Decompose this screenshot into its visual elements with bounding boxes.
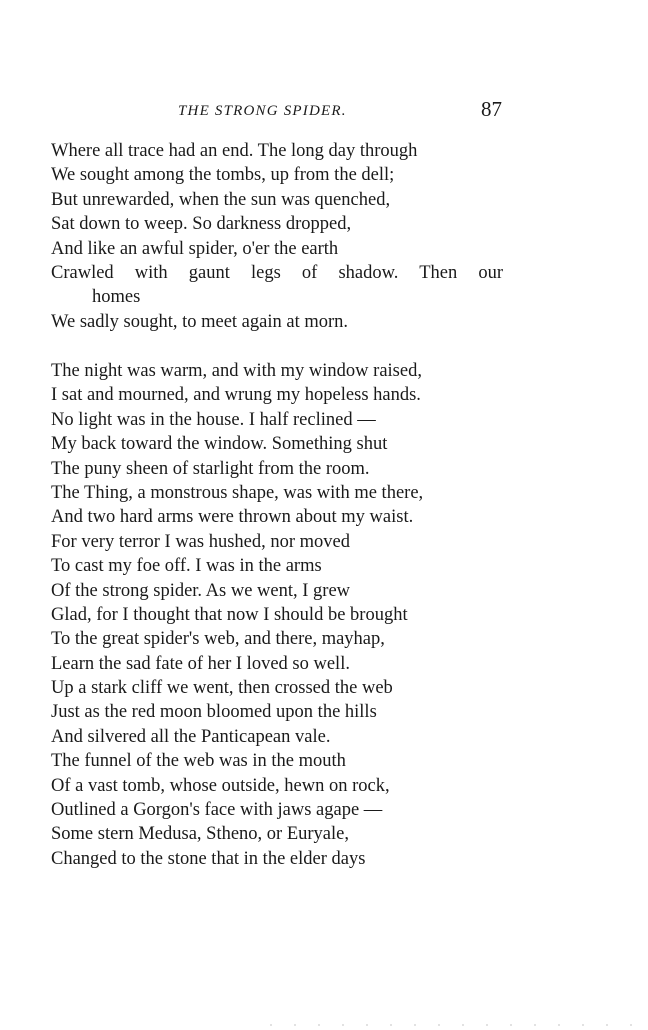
poem-line: Some stern Medusa, Stheno, or Euryale,: [51, 824, 349, 845]
poem-line: Up a stark cliff we went, then crossed the web: [51, 678, 393, 699]
stanza-1: [51, 139, 611, 334]
poem-line: We sadly sought, to meet again at morn.: [51, 311, 349, 332]
poem-line: But unrewarded, when the sun was quenched,: [51, 189, 391, 210]
poem-line: The night was warm, and with my window raised,: [51, 361, 422, 381]
poem-line: Just as the red moon bloomed upon the hills: [51, 702, 377, 723]
poem-line: The funnel of the web was in the mouth: [51, 751, 346, 772]
poem-line: Outlined a Gorgon's face with jaws agape —: [51, 800, 383, 821]
poem-line: Crawled with gaunt legs of shadow. Then our: [51, 262, 503, 283]
poem-line: My back toward the window. Something shut: [51, 434, 388, 455]
poem-line-continuation: homes: [92, 287, 141, 308]
scan-speckle: [270, 1024, 640, 1026]
poem-line: No light was in the house. I half reclined —: [51, 409, 376, 430]
poem-line: And two hard arms were thrown about my waist.: [51, 507, 414, 528]
poem-line: Where all trace had an end. The long day through: [51, 141, 418, 161]
poem-line: Changed to the stone that in the elder days: [51, 848, 366, 869]
poem-line: Sat down to weep. So darkness dropped,: [51, 214, 352, 235]
running-title: THE STRONG SPIDER.: [178, 103, 347, 119]
poem-line: The Thing, a monstrous shape, was with me there,: [51, 482, 424, 503]
page-number: 87: [481, 97, 502, 121]
poem-line: And like an awful spider, o'er the earth: [51, 238, 339, 259]
poem-line: The puny sheen of starlight from the room.: [51, 458, 370, 479]
running-head: [0, 97, 648, 121]
poem-line: Of the strong spider. As we went, I grew: [51, 580, 351, 601]
poem-line: We sought among the tombs, up from the dell;: [51, 165, 395, 186]
stanza-2: [51, 359, 611, 871]
poem-line: And silvered all the Panticapean vale.: [51, 726, 331, 747]
poem-line: To cast my foe off. I was in the arms: [51, 556, 322, 577]
poem-line: To the great spider's web, and there, mayhap,: [51, 629, 385, 650]
poem-line: Learn the sad fate of her I loved so well.: [51, 653, 350, 674]
poem-line: I sat and mourned, and wrung my hopeless hands.: [51, 385, 421, 406]
poem-line: Glad, for I thought that now I should be brought: [51, 604, 408, 625]
poem-line: For very terror I was hushed, nor moved: [51, 531, 351, 552]
poem-line: Of a vast tomb, whose outside, hewn on rock,: [51, 775, 390, 796]
